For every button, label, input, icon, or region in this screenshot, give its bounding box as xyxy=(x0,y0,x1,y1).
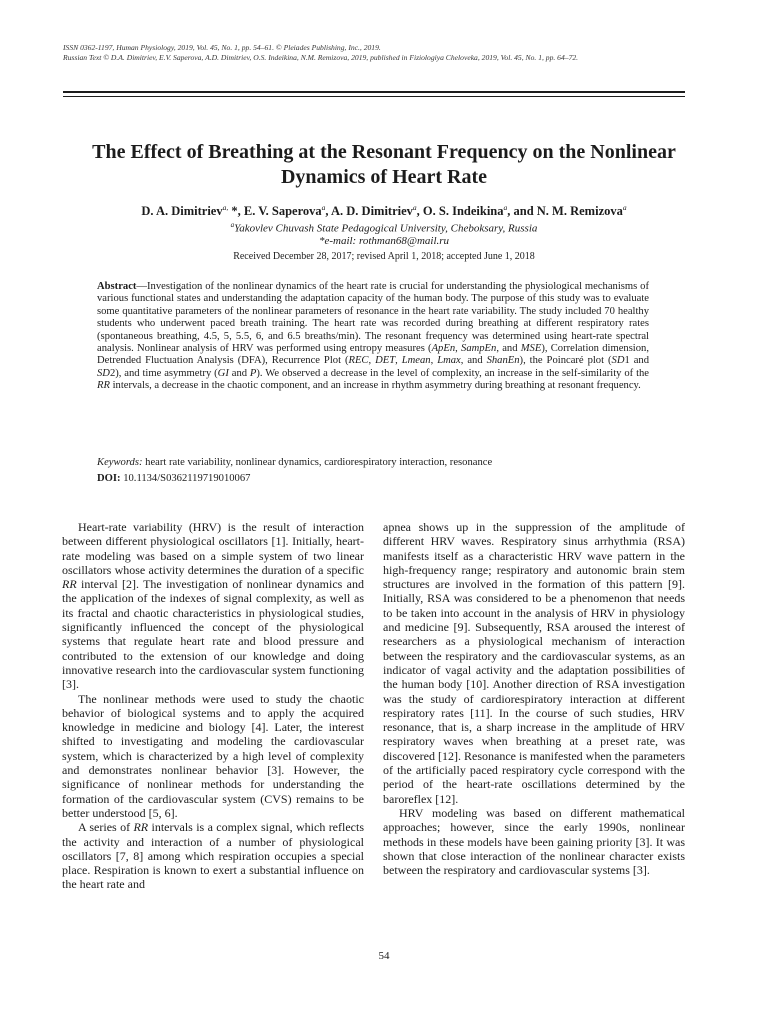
author-4: O. S. Indeikina xyxy=(422,204,504,219)
term-apen: ApEn xyxy=(431,343,456,355)
keywords-label: Keywords: xyxy=(97,457,143,468)
abstract-text: , and xyxy=(496,343,521,355)
abstract-text: ). We observed a decrease in the level of complexity, an increase in the self-similarity of the xyxy=(256,367,650,379)
corresponding-mark: * xyxy=(228,204,238,219)
paragraph xyxy=(62,820,364,891)
doi xyxy=(97,472,657,485)
author-5-affil-mark: a xyxy=(622,203,627,212)
abstract-text: ), Correlation dimension, Detrended Fluctuation Analysis (DFA), Recurrence Plot ( xyxy=(97,343,649,367)
term-sampen: SampEn xyxy=(461,343,497,355)
article-title xyxy=(40,140,728,190)
term-lmean: Lmean xyxy=(401,355,431,367)
author-sep: , xyxy=(507,204,514,219)
author-1-affil-mark: a, xyxy=(222,203,229,212)
abstract-text: intervals, a decrease in the chaotic component, and an increase in rhythm asymmetry during breathing at resonant frequency. xyxy=(109,380,641,392)
term-p: P xyxy=(249,367,257,379)
abstract-text: and xyxy=(228,367,250,379)
masthead-line-2: Russian Text © D.A. Dimitriev, E.V. Saperova, A.D. Dimitriev, O.S. Indeikina, N.M. Remizova, 2019, published in Fiziologiya Cheloveka, 2019, Vol. 45, No. 1, pp. 64–72. xyxy=(63,53,579,62)
paragraph-text: Heart-rate variability (HRV) is the result of interaction between different physiological oscillators [1]. Initially, heart-rate modeling was based on a simple system of two linear oscillators whose activity determines the duration of a specific xyxy=(62,520,364,577)
author-2-affil-mark: a xyxy=(321,203,326,212)
doi-value[interactable]: 10.1134/S0362119719010067 xyxy=(120,473,251,484)
abstract-text: , xyxy=(430,355,438,367)
abstract-text: , xyxy=(455,343,462,355)
paragraph: HRV modeling was based on different mathematical approaches; however, since the early 1990s, nonlinear methods in these models have been gaining priority [3]. It was shown that close interaction of the nonlinear character exists between the respiratory and cardiovascular systems [3]. xyxy=(383,805,685,878)
abstract-label: Abstract xyxy=(97,281,137,292)
author-sep: , xyxy=(325,204,331,219)
paragraph-text: intervals is a complex signal, which reflects the activity and interaction of a number of physiological oscillators [7, 8] among which respiration occupies a special place. Respiration is known to exert a substantial influence on the heart rate and xyxy=(62,820,364,892)
author-3-affil-mark: a xyxy=(412,203,417,212)
body-column-right xyxy=(383,520,685,877)
term-rr: RR xyxy=(62,577,77,592)
abstract-text: 2), and time asymmetry ( xyxy=(109,367,218,379)
abstract-text: , xyxy=(395,355,402,367)
header-rule-thin xyxy=(63,96,685,97)
author-5: and N. M. Remizova xyxy=(513,204,623,219)
term-rr: RR xyxy=(97,380,110,392)
abstract-text: , xyxy=(368,355,376,367)
abstract-text: 1 and xyxy=(624,355,650,367)
paragraph-text: A series of xyxy=(78,820,134,835)
author-2: E. V. Saperova xyxy=(243,204,322,219)
term-gi: GI xyxy=(217,367,229,379)
corresponding-email[interactable]: *e-mail: rothman68@mail.ru xyxy=(318,235,450,247)
keywords-text: heart rate variability, nonlinear dynamics, cardiorespiratory interaction, resonance xyxy=(142,457,493,468)
received-dates: Received December 28, 2017; revised April 1, 2018; accepted June 1, 2018 xyxy=(233,251,535,262)
body-column-left xyxy=(62,520,364,892)
affiliation-text: Yakovlev Chuvash State Pedagogical University, Cheboksary, Russia xyxy=(234,222,538,235)
keywords xyxy=(97,456,657,469)
title-line-1: The Effect of Breathing at the Resonant Frequency on the Nonlinear xyxy=(92,141,676,163)
affiliation-mark: a xyxy=(230,221,235,229)
abstract-text: Investigation of the nonlinear dynamics of the heart rate is crucial for understanding the physiological mechanisms of various functional states and understanding the adaptation capacity of the human body. The purpose of this study was to evaluate some quantitative parameters of the nonlinear parameters of resonance in the heart rate variability. The study included 70 healthy students who underwent paced breath training. The heart rate was recorded during breathing at different respiratory rates (spontaneous breathing, 4.5, 5, 5.5, 6, and 6.5 breaths/min). The resonant frequency was determined using heart-rate spectral analysis. Nonlinear analysis of HRV was performed using entropy measures ( xyxy=(97,281,649,355)
term-rr: RR xyxy=(133,820,149,835)
term-det: DET xyxy=(375,355,396,367)
paragraph-text: interval [2]. The investigation of nonlinear dynamics and the application of the indexes of signal complexity, as well as its fractal and chaotic characteristics in physiological studies, significantly influenced the concept of the physiological systems that regulate heart rate and blood pressure and contributed to the extension of our knowledge and doing innovative research into the cardiovascular system functioning [3]. xyxy=(62,577,364,692)
title-line-2: Dynamics of Heart Rate xyxy=(280,166,488,188)
header-rule-thick xyxy=(63,91,685,93)
term-sd2: SD xyxy=(97,367,110,379)
term-shanen: ShanEn xyxy=(486,355,520,367)
paragraph xyxy=(62,520,364,692)
paragraph: The nonlinear methods were used to study the chaotic behavior of biological systems and to apply the acquired knowledge in medicine and biology [4]. Later, the interest shifted to investigating and modeling the cardiovascular system, which is characterized by a high level of complexity and demonstrates nonlinear behavior [3]. However, the significance of nonlinear methods for understanding the formation of the cardiovascular system (CVS) remains to be better understood [5, 6]. xyxy=(62,691,364,820)
term-rec: REC xyxy=(348,355,369,367)
doi-label: DOI: xyxy=(97,473,121,484)
abstract-text: , and xyxy=(460,355,487,367)
term-lmax: Lmax xyxy=(437,355,461,367)
term-sd1: SD xyxy=(611,355,625,367)
author-3: A. D. Dimitriev xyxy=(330,204,413,219)
paragraph: apnea shows up in the suppression of the amplitude of different HRV waves. Respiratory sinus arrhythmia (RSA) manifests itself as a characteristic HRV wave pattern in the high-frequency range; respiratory and autonomic brain stem structures are involved in the formation of this pattern [9]. Initially, RSA was considered to be a phenomenon that needs to be taken into account in the analysis of HRV in physiology and medicine [9]. Subsequently, RSA aroused the interest of researchers as a physiological mechanism of interaction between the respiratory and the cardiovascular systems, as an indicator of vagal activity and the adaptation possibilities of the human body [10]. Another direction of RSA investigation was the study of cardiorespiratory interaction at different respiratory rates [11]. In the course of such studies, HRV resonance, that is, a sharp increase in the amplitude of HRV respiratory waves when breathing at a preset rate, was discovered [12]. Resonance is manifested when the parameters of the artificially paced respiratory cycle correspond with the period of the heart-rate oscillations determined by the baroreflex [12]. xyxy=(383,520,685,806)
author-1: D. A. Dimitriev xyxy=(141,204,223,219)
masthead-line-1: ISSN 0362-1197, Human Physiology, 2019, Vol. 45, No. 1, pp. 54–61. © Pleiades Publishing, Inc., 2019. xyxy=(63,43,381,52)
page-number: 54 xyxy=(378,950,390,962)
author-list xyxy=(40,200,728,219)
abstract-text: ), the Poincaré plot ( xyxy=(519,355,612,367)
abstract-dash: — xyxy=(136,281,148,292)
abstract xyxy=(97,281,649,393)
author-sep: , xyxy=(416,204,423,219)
journal-masthead xyxy=(63,43,703,63)
term-mse: MSE xyxy=(520,343,542,355)
author-sep: , xyxy=(237,204,244,219)
author-4-affil-mark: a xyxy=(503,203,508,212)
